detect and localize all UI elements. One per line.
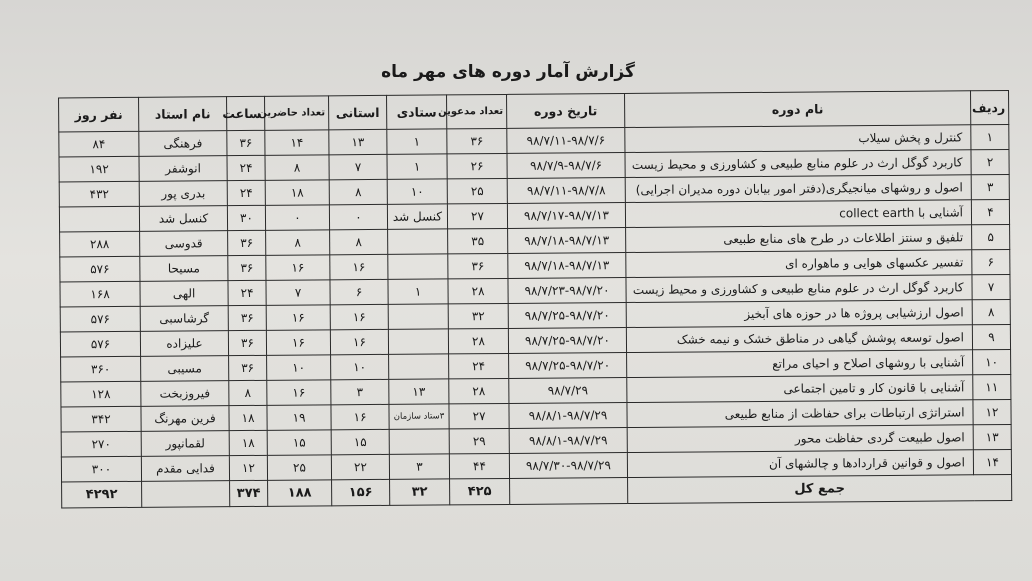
cell-course-name: اصول ارزشیابی پروژه ها در حوزه های آبخیز: [626, 300, 972, 328]
cell-date: ۹۸/۷/۲۳-۹۸/۷/۲۰: [508, 278, 626, 304]
cell-course-name: آشنایی با collect earth: [625, 200, 971, 228]
total-present: ۱۸۸: [268, 480, 332, 507]
cell-ostani: ۱۰: [331, 354, 389, 379]
cell-hours: ۳۶: [228, 330, 266, 355]
cell-invited: ۲۸: [448, 328, 508, 353]
cell-ostani: ۶: [330, 279, 388, 304]
cell-radif: ۶: [972, 249, 1010, 274]
cell-invited: ۳۶: [448, 253, 508, 278]
cell-invited: ۲۶: [447, 153, 507, 178]
cell-present: ۷: [266, 280, 330, 306]
cell-course-name: اصول توسعه پوشش گیاهی در مناطق خشک و نیمه خشک: [626, 325, 972, 353]
cell-teacher: انوشفر: [139, 156, 227, 182]
cell-setadi: ۱۳: [389, 379, 449, 404]
cell-teacher: فرین مهرنگ: [141, 406, 229, 432]
cell-date: ۹۸/۷/۲۵-۹۸/۷/۲۰: [509, 353, 627, 379]
cell-teacher: گرشاسبی: [140, 306, 228, 332]
cell-hours: ۳۶: [229, 355, 267, 380]
cell-invited: ۲۵: [447, 178, 507, 203]
cell-present: ۱۵: [267, 430, 331, 456]
cell-radif: ۱۲: [973, 399, 1011, 424]
cell-teacher: فدایی مقدم: [141, 456, 229, 482]
cell-date: ۹۸/۷/۱۸-۹۸/۷/۱۳: [508, 228, 626, 254]
report-title: گزارش آمار دوره های مهر ماه: [381, 62, 635, 82]
cell-setadi: [388, 329, 448, 354]
header-radif: ردیف: [971, 91, 1009, 125]
cell-manday: ۱۹۲: [59, 156, 139, 182]
cell-date: ۹۸/۸/۱-۹۸/۷/۲۹: [509, 403, 627, 429]
cell-present: ۱۶: [266, 330, 330, 356]
cell-manday: ۳۰۰: [61, 456, 141, 482]
cell-hours: ۲۴: [228, 280, 266, 305]
cell-invited: ۲۷: [449, 403, 509, 428]
total-label: جمع کل: [628, 474, 1012, 503]
cell-date: ۹۸/۷/۱۱-۹۸/۷/۸: [507, 178, 625, 204]
cell-date: ۹۸/۷/۹-۹۸/۷/۶: [507, 153, 625, 179]
cell-manday: ۵۷۶: [60, 306, 140, 332]
table-body: [59, 125, 1012, 482]
cell-teacher: فرهنگی: [139, 131, 227, 157]
cell-date: ۹۸/۸/۱-۹۸/۷/۲۹: [509, 428, 627, 454]
cell-course-name: کاربرد گوگل ارث در علوم منابع طبیعی و کشاورزی و محیط زیست: [626, 275, 972, 303]
cell-present: ۱۶: [267, 380, 331, 406]
cell-manday: ۲۷۰: [61, 431, 141, 457]
cell-setadi: ۳ستاد سازمان: [389, 404, 449, 429]
cell-manday: ۵۷۶: [60, 331, 140, 357]
cell-date: ۹۸/۷/۱۷-۹۸/۷/۱۳: [507, 203, 625, 229]
cell-course-name: اصول طبیعت گردی حفاظت محور: [627, 425, 973, 453]
cell-invited: ۳۲: [448, 303, 508, 328]
cell-setadi: [388, 254, 448, 279]
cell-radif: ۸: [972, 299, 1010, 324]
cell-date: ۹۸/۷/۲۵-۹۸/۷/۲۰: [508, 303, 626, 329]
cell-date: ۹۸/۷/۲۵-۹۸/۷/۲۰: [508, 328, 626, 354]
cell-course-name: اصول و روشهای میانجیگری(دفتر امور بیابان دوره مدیران اجرایی): [625, 175, 971, 203]
cell-setadi: [388, 304, 448, 329]
cell-ostani: ۲۲: [331, 454, 389, 479]
cell-course-name: تلفیق و سنتز اطلاعات در طرح های منابع طبیعی: [626, 225, 972, 253]
cell-ostani: ۳: [331, 379, 389, 404]
cell-invited: ۲۴: [449, 353, 509, 378]
header-course-name: نام دوره: [625, 91, 971, 128]
cell-invited: ۲۷: [447, 203, 507, 228]
cell-manday: ۵۷۶: [60, 256, 140, 282]
cell-course-name: آشنایی با روشهای اصلاح و احیای مراتع: [627, 350, 973, 378]
cell-teacher: الهی: [140, 281, 228, 307]
cell-manday: [59, 206, 139, 232]
cell-present: ۱۰: [267, 355, 331, 381]
cell-radif: ۷: [972, 274, 1010, 299]
cell-date: ۹۸/۷/۱۱-۹۸/۷/۶: [507, 128, 625, 154]
header-invited: تعداد مدعوین: [447, 94, 507, 128]
cell-setadi: [389, 429, 449, 454]
header-date: تاریخ دوره: [507, 94, 625, 129]
cell-radif: ۲: [971, 150, 1009, 175]
cell-hours: ۱۲: [229, 455, 267, 480]
cell-teacher: کنسل شد: [139, 206, 227, 232]
cell-hours: ۱۸: [229, 405, 267, 430]
cell-course-name: تفسیر عکسهای هوایی و ماهواره ای: [626, 250, 972, 278]
cell-ostani: ۱۳: [329, 129, 387, 154]
cell-hours: ۳۶: [228, 230, 266, 255]
cell-date: ۹۸/۷/۲۹: [509, 378, 627, 404]
cell-ostani: ۱۶: [330, 329, 388, 354]
cell-setadi: ۱۰: [387, 179, 447, 204]
cell-date: ۹۸/۷/۳۰-۹۸/۷/۲۹: [509, 453, 627, 479]
cell-teacher: فیروزبخت: [141, 381, 229, 407]
cell-ostani: ۰: [329, 204, 387, 229]
cell-hours: ۳۶: [228, 305, 266, 330]
cell-manday: ۳۶۰: [61, 356, 141, 382]
cell-present: ۲۵: [267, 455, 331, 481]
cell-present: ۱۸: [265, 180, 329, 206]
total-setadi: ۳۲: [390, 479, 450, 505]
cell-setadi: [388, 229, 448, 254]
cell-radif: ۱۱: [973, 374, 1011, 399]
cell-ostani: ۱۶: [330, 304, 388, 329]
cell-course-name: آشنایی با قانون کار و تامین اجتماعی: [627, 375, 973, 403]
header-teacher: نام استاد: [139, 97, 227, 132]
header-present: تعداد حاضرین: [265, 96, 329, 131]
cell-course-name: استراتژی ارتباطات برای حفاظت از منابع طبیعی: [627, 400, 973, 428]
cell-present: ۸: [266, 230, 330, 256]
cell-manday: ۴۳۲: [59, 181, 139, 207]
cell-manday: ۸۴: [59, 131, 139, 157]
cell-hours: ۸: [229, 380, 267, 405]
cell-ostani: ۸: [330, 229, 388, 254]
cell-course-name: کنترل و پخش سیلاب: [625, 125, 971, 153]
cell-hours: ۳۰: [227, 205, 265, 230]
cell-hours: ۲۴: [227, 180, 265, 205]
cell-radif: ۵: [972, 224, 1010, 249]
cell-ostani: ۱۶: [330, 254, 388, 279]
total-date: [510, 478, 628, 505]
cell-radif: ۴: [971, 200, 1009, 225]
cell-present: ۰: [265, 205, 329, 231]
cell-manday: ۱۲۸: [61, 381, 141, 407]
cell-invited: ۴۴: [449, 453, 509, 478]
cell-hours: ۳۶: [227, 130, 265, 155]
cell-ostani: ۱۶: [331, 404, 389, 429]
stats-table: [58, 90, 1012, 508]
cell-radif: ۱۳: [973, 424, 1011, 449]
cell-radif: ۹: [972, 324, 1010, 349]
cell-invited: ۲۸: [448, 278, 508, 303]
header-manday: نفر روز: [59, 97, 139, 132]
cell-setadi: ۱: [387, 154, 447, 179]
cell-ostani: ۸: [329, 179, 387, 204]
cell-manday: ۲۸۸: [60, 231, 140, 257]
cell-teacher: علیزاده: [140, 331, 228, 357]
cell-setadi: [389, 354, 449, 379]
cell-teacher: مسیحا: [140, 256, 228, 282]
cell-setadi: ۳: [389, 454, 449, 479]
cell-teacher: بدری پور: [139, 181, 227, 207]
cell-date: ۹۸/۷/۱۸-۹۸/۷/۱۳: [508, 253, 626, 279]
cell-manday: ۱۶۸: [60, 281, 140, 307]
cell-ostani: ۷: [329, 154, 387, 179]
cell-invited: ۲۸: [449, 378, 509, 403]
cell-invited: ۳۶: [447, 128, 507, 153]
cell-present: ۱۴: [265, 130, 329, 156]
cell-hours: ۲۴: [227, 155, 265, 180]
cell-hours: ۳۶: [228, 255, 266, 280]
cell-radif: ۱۴: [973, 449, 1011, 474]
cell-present: ۸: [265, 155, 329, 181]
total-ostani: ۱۵۶: [332, 479, 390, 505]
total-invited: ۴۲۵: [450, 478, 510, 504]
cell-teacher: قدوسی: [140, 231, 228, 257]
header-setadi: ستادی: [387, 95, 447, 129]
cell-course-name: کاربرد گوگل ارث در علوم منابع طبیعی و کشاورزی و محیط زیست: [625, 150, 971, 178]
total-teacher: [142, 481, 230, 508]
cell-present: ۱۶: [266, 255, 330, 281]
cell-teacher: مسیبی: [141, 356, 229, 382]
cell-present: ۱۹: [267, 405, 331, 431]
cell-manday: ۳۴۲: [61, 406, 141, 432]
cell-teacher: لقمانپور: [141, 431, 229, 457]
cell-radif: ۳: [971, 175, 1009, 200]
cell-setadi: ۱: [387, 129, 447, 154]
cell-radif: ۱۰: [973, 349, 1011, 374]
cell-radif: ۱: [971, 125, 1009, 150]
header-ostani: استانی: [329, 95, 387, 129]
header-hours: ساعت: [227, 96, 265, 130]
total-manday: ۴۲۹۲: [62, 481, 142, 508]
cell-setadi: کنسل شد: [387, 204, 447, 229]
cell-invited: ۲۹: [449, 428, 509, 453]
total-hours: ۳۷۴: [230, 480, 268, 506]
cell-invited: ۳۵: [448, 228, 508, 253]
cell-ostani: ۱۵: [331, 429, 389, 454]
cell-setadi: ۱: [388, 279, 448, 304]
cell-present: ۱۶: [266, 305, 330, 331]
cell-course-name: اصول و قوانین قراردادها و چالشهای آن: [627, 450, 973, 478]
cell-hours: ۱۸: [229, 430, 267, 455]
